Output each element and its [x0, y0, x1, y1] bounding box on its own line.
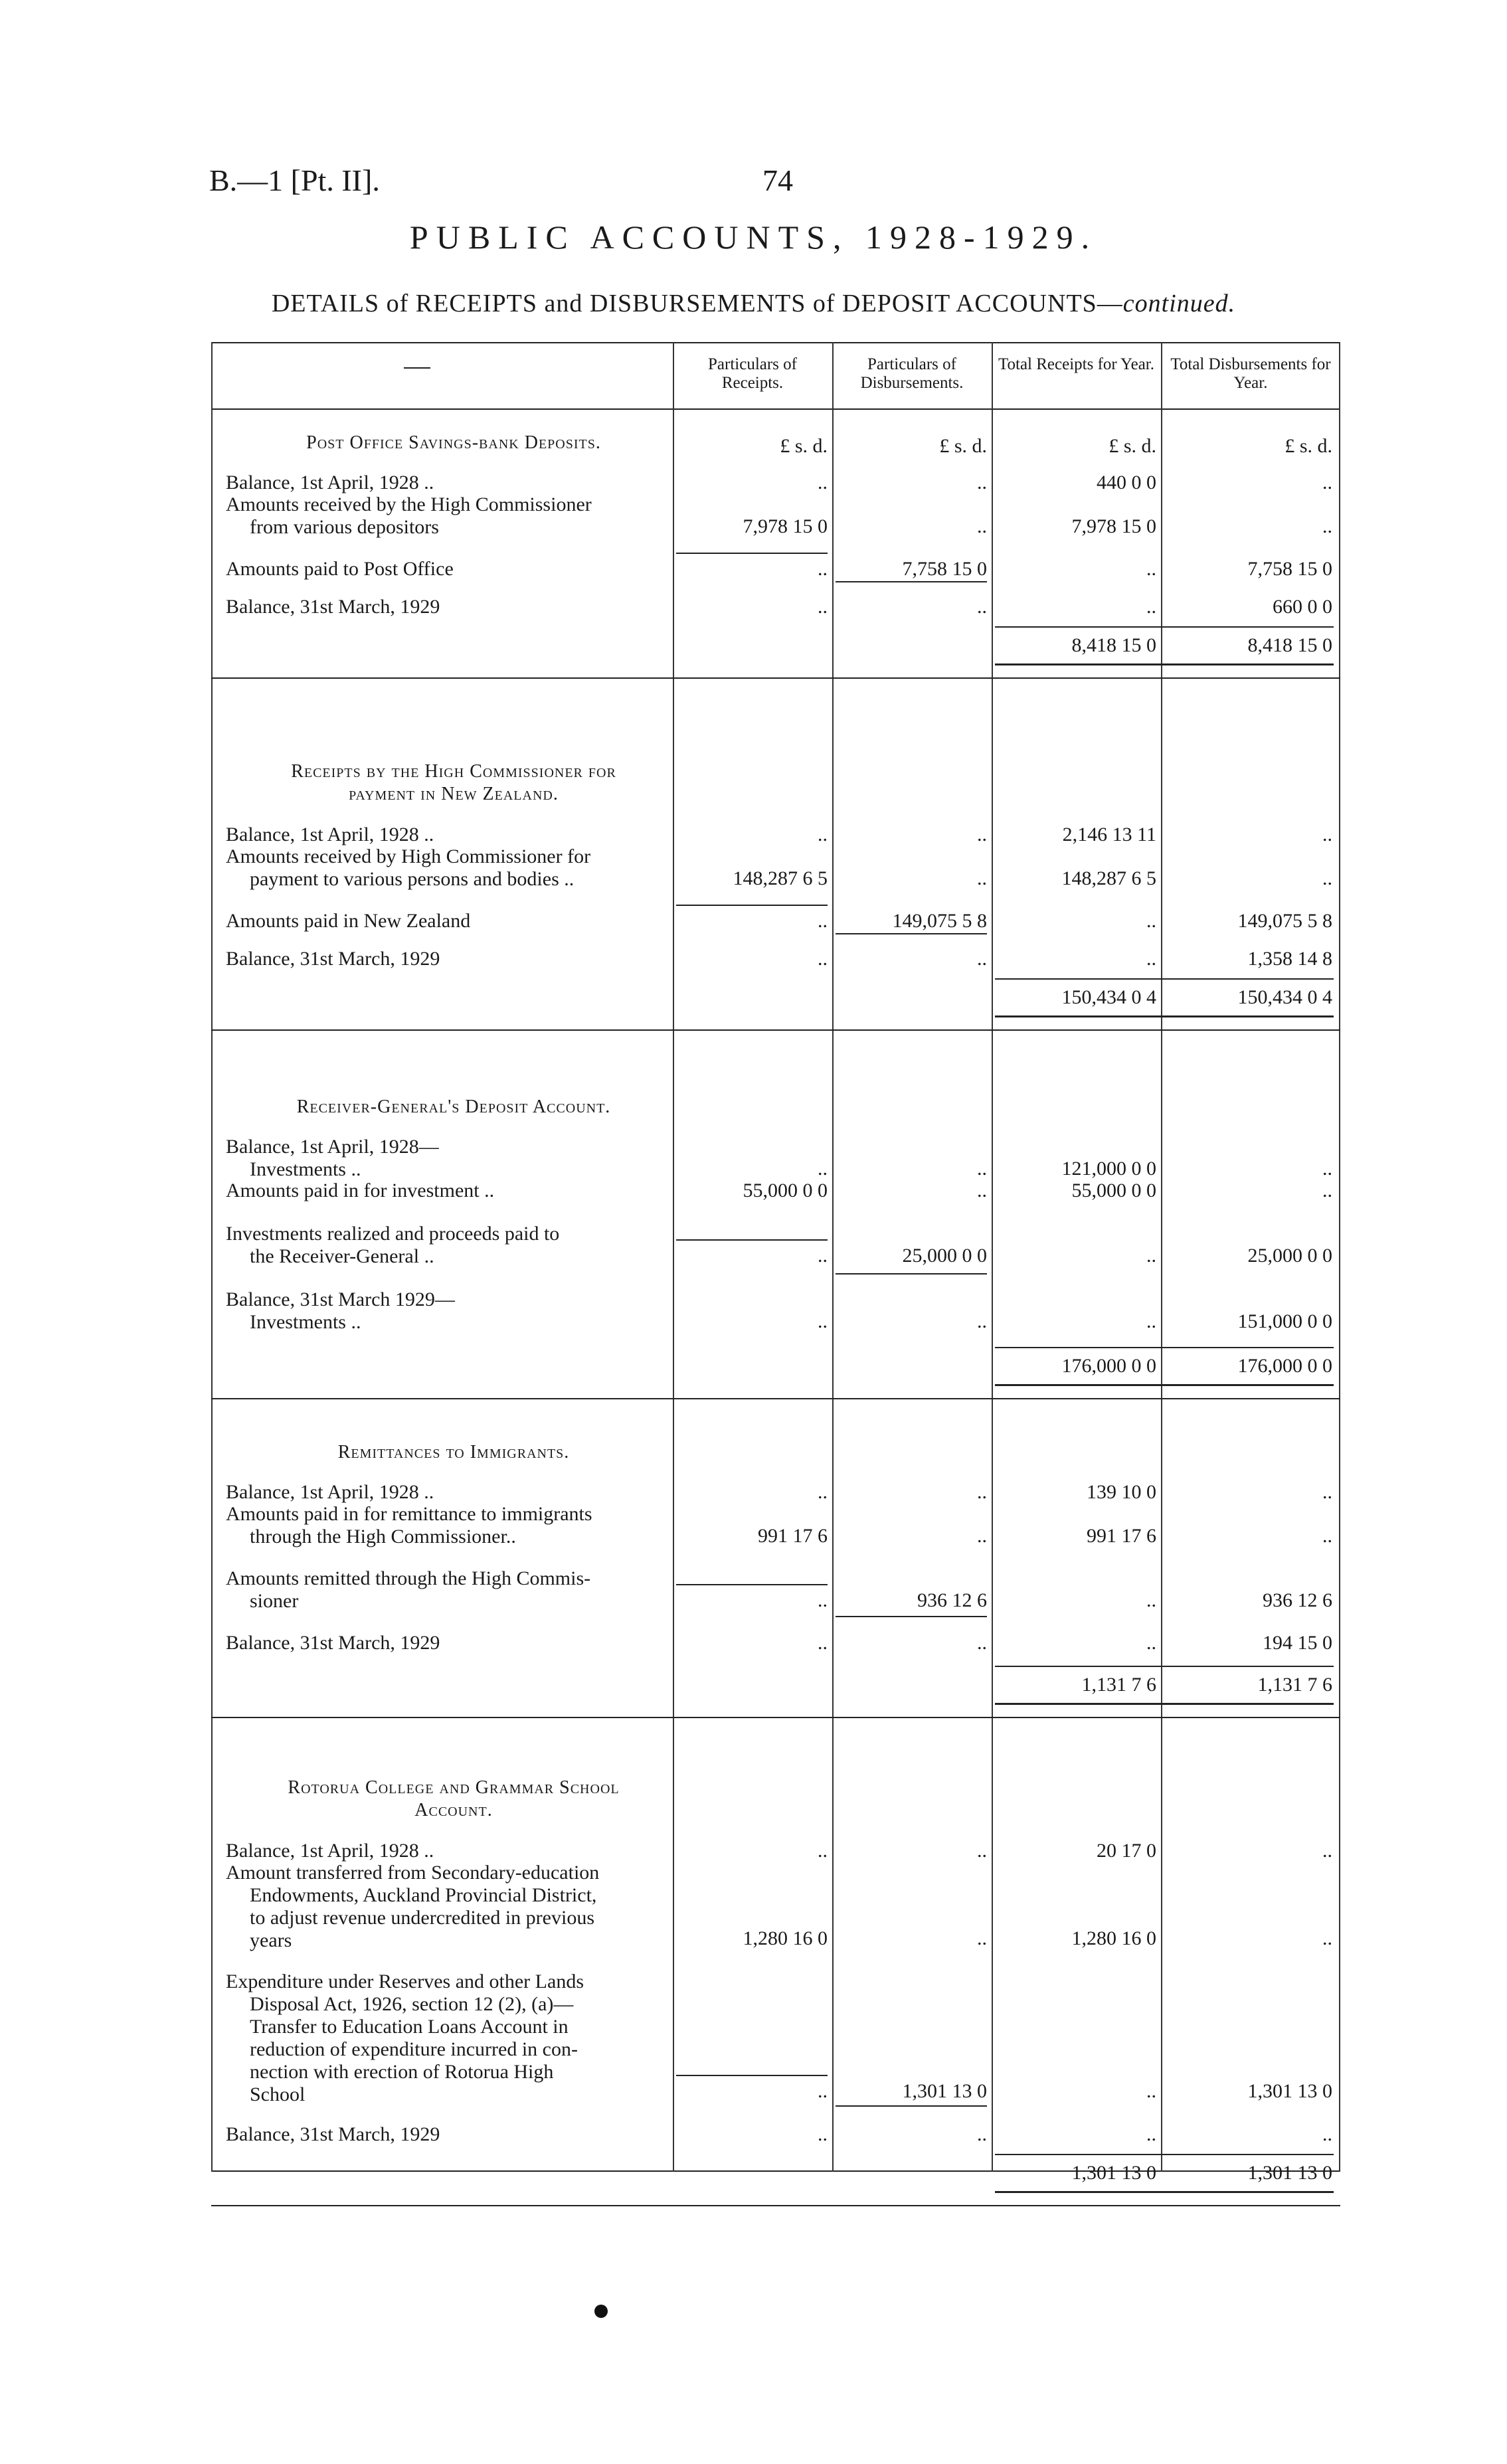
cell-c4: 660 0 0	[1273, 596, 1332, 618]
row-label: Balance, 1st April, 1928 ..	[226, 824, 434, 845]
row-label: Investments realized and proceeds paid to	[226, 1223, 560, 1245]
cell-c1: ..	[818, 1840, 828, 1862]
col-total-receipts: Total Receipts for Year.	[998, 355, 1154, 373]
cell-c3: 55,000 0 0	[1071, 1180, 1156, 1201]
subtitle-continued: continued.	[1122, 290, 1236, 317]
cell-c2: 25,000 0 0	[902, 1245, 987, 1267]
cell-c4: ..	[1322, 1525, 1332, 1547]
subtotal-rule	[836, 1616, 987, 1617]
subtotal-rule	[676, 553, 828, 554]
total-double-rule	[995, 1384, 1334, 1386]
cell-c2: ..	[977, 515, 987, 537]
row-label: School	[250, 2083, 306, 2105]
section-title: Post Office Savings-bank Deposits.	[306, 432, 601, 453]
subtotal-rule	[676, 2075, 828, 2076]
row-label: reduction of expenditure incurred in con-	[250, 2038, 578, 2060]
row-label: Endowments, Auckland Provincial District,	[250, 1884, 597, 1906]
cell-c1: ..	[818, 824, 828, 845]
cell-c3: 2,146 13 11	[1062, 824, 1156, 845]
total-disbursements-value: 176,000 0 0	[1237, 1355, 1332, 1377]
total-receipts-value: 8,418 15 0	[1071, 634, 1156, 656]
cell-c4: ..	[1322, 824, 1332, 845]
subtotal-rule	[836, 933, 987, 934]
cell-c4: 1,358 14 8	[1247, 948, 1332, 970]
cell-c2: ..	[977, 1840, 987, 1862]
cell-c2: 936 12 6	[917, 1589, 987, 1611]
cell-c3: ..	[1146, 948, 1156, 970]
cell-c1: ..	[818, 1481, 828, 1503]
total-disbursements-value: 1,301 13 0	[1247, 2162, 1332, 2184]
row-label: Amounts received by the High Commissioner	[226, 493, 592, 515]
row-label: Amounts paid to Post Office	[226, 558, 454, 580]
total-receipts-value: 150,434 0 4	[1061, 986, 1156, 1008]
cell-c1: ..	[818, 558, 828, 580]
table-border-left	[211, 342, 213, 2172]
cell-c3: ..	[1146, 596, 1156, 618]
cell-c3: ..	[1146, 1632, 1156, 1654]
row-label: Balance, 1st April, 1928 ..	[226, 472, 434, 493]
subtotal-rule	[676, 905, 828, 906]
row-label: from various depositors	[250, 516, 439, 538]
row-label: Balance, 31st March, 1929	[226, 2123, 440, 2145]
cell-c2: 149,075 5 8	[892, 910, 987, 932]
row-label: Investments ..	[250, 1311, 361, 1333]
subtotal-rule	[836, 2105, 987, 2107]
currency-header-c3: £ s. d.	[1108, 435, 1156, 457]
cell-c3: 139 10 0	[1087, 1481, 1156, 1503]
cell-c2: 1,301 13 0	[902, 2080, 987, 2102]
section-separator	[211, 1398, 1340, 1399]
cell-c3: 121,000 0 0	[1061, 1158, 1156, 1180]
cell-c3: ..	[1146, 1245, 1156, 1267]
cell-c2: ..	[977, 1310, 987, 1332]
cell-c4: ..	[1322, 515, 1332, 537]
column-dash	[404, 367, 430, 369]
cell-c2: ..	[977, 1927, 987, 1949]
page-title: PUBLIC ACCOUNTS, 1928-1929.	[409, 219, 1098, 256]
cell-c2: ..	[977, 1158, 987, 1180]
cell-c1: ..	[818, 1245, 828, 1267]
cell-c4: ..	[1322, 1840, 1332, 1862]
row-label: Amounts paid in New Zealand	[226, 910, 471, 932]
row-label: Balance, 31st March, 1929	[226, 1632, 440, 1654]
cell-c3: 7,978 15 0	[1071, 515, 1156, 537]
row-label: Expenditure under Reserves and other Lands	[226, 1971, 584, 1992]
cell-c4: ..	[1322, 867, 1332, 889]
col-particulars-receipts: Particulars of Receipts.	[708, 355, 797, 392]
col-divider-2	[832, 342, 834, 2172]
cell-c1: ..	[818, 910, 828, 932]
col-particulars-disbursements: Particulars of Disbursements.	[860, 355, 964, 392]
col-total-disbursements: Total Disbursements for Year.	[1170, 355, 1331, 392]
cell-c1: 1,280 16 0	[743, 1927, 828, 1949]
cell-c1: ..	[818, 1310, 828, 1332]
document-reference: B.—1 [Pt. II].	[209, 163, 380, 197]
cell-c4: 25,000 0 0	[1247, 1245, 1332, 1267]
cell-c3: ..	[1146, 910, 1156, 932]
table-header-rule	[211, 408, 1340, 410]
total-double-rule	[995, 2191, 1334, 2193]
row-label: Balance, 31st March, 1929	[226, 596, 440, 618]
cell-c1: ..	[818, 1158, 828, 1180]
cell-c4: 194 15 0	[1263, 1632, 1332, 1654]
cell-c3: 20 17 0	[1097, 1840, 1156, 1862]
row-label: Disposal Act, 1926, section 12 (2), (a)—	[250, 1993, 574, 2015]
row-label: years	[250, 1929, 292, 1951]
row-label: Amounts paid in for remittance to immigrants	[226, 1503, 592, 1525]
row-label: to adjust revenue undercredited in previous	[250, 1907, 594, 1929]
row-label: Balance, 1st April, 1928 ..	[226, 1840, 434, 1862]
cell-c4: 149,075 5 8	[1237, 910, 1332, 932]
total-rule	[995, 978, 1334, 980]
cell-c4: ..	[1322, 1158, 1332, 1180]
subtotal-rule	[676, 1584, 828, 1585]
row-label: the Receiver-General ..	[250, 1245, 434, 1267]
cell-c1: 55,000 0 0	[743, 1180, 828, 1201]
cell-c2: ..	[977, 1180, 987, 1201]
row-label: Balance, 31st March, 1929	[226, 948, 440, 970]
total-disbursements-value: 1,131 7 6	[1257, 1674, 1332, 1696]
cell-c2: ..	[977, 2123, 987, 2145]
cell-c1: 148,287 6 5	[733, 867, 828, 889]
row-label: Balance, 1st April, 1928—	[226, 1136, 439, 1158]
section-title-line-2: Account.	[414, 1800, 493, 1820]
total-receipts-value: 176,000 0 0	[1061, 1355, 1156, 1377]
section-title-line-2: payment in New Zealand.	[349, 784, 559, 804]
cell-c2: ..	[977, 472, 987, 493]
cell-c1: ..	[818, 2080, 828, 2102]
cell-c2: ..	[977, 824, 987, 845]
cell-c3: ..	[1146, 558, 1156, 580]
col-divider-3	[992, 342, 993, 2172]
subtotal-rule	[836, 1273, 987, 1275]
section-separator	[211, 1029, 1340, 1031]
deposit-accounts-table	[211, 342, 1340, 2184]
cell-c1: ..	[818, 1589, 828, 1611]
cell-c1: ..	[818, 472, 828, 493]
cell-c1: ..	[818, 2123, 828, 2145]
row-label: Amounts paid in for investment ..	[226, 1180, 495, 1201]
total-receipts-value: 1,131 7 6	[1081, 1674, 1156, 1696]
cell-c1: ..	[818, 948, 828, 970]
total-disbursements-value: 150,434 0 4	[1237, 986, 1332, 1008]
cell-c2: ..	[977, 1632, 987, 1654]
cell-c2: 7,758 15 0	[902, 558, 987, 580]
cell-c1: 991 17 6	[758, 1525, 828, 1547]
cell-c1: ..	[818, 1632, 828, 1654]
cell-c4: ..	[1322, 1481, 1332, 1503]
cell-c2: ..	[977, 867, 987, 889]
cell-c4: ..	[1322, 1927, 1332, 1949]
page-subtitle	[0, 289, 1507, 318]
cell-c2: ..	[977, 596, 987, 618]
total-double-rule	[995, 663, 1334, 665]
section-title: Receipts by the High Commissioner for	[291, 761, 616, 782]
col-divider-4	[1161, 342, 1162, 2172]
page-bullet-mark	[594, 2305, 608, 2318]
row-label: nection with erection of Rotorua High	[250, 2061, 554, 2083]
total-double-rule	[995, 1015, 1334, 1017]
row-label: through the High Commissioner..	[250, 1526, 516, 1547]
cell-c4: 936 12 6	[1263, 1589, 1332, 1611]
cell-c4: 7,758 15 0	[1247, 558, 1332, 580]
section-title: Rotorua College and Grammar School	[288, 1777, 620, 1798]
cell-c1: ..	[818, 596, 828, 618]
section-title: Receiver-General's Deposit Account.	[296, 1097, 611, 1117]
subtitle-main: DETAILS of RECEIPTS and DISBURSEMENTS of DEPOSIT ACCOUNTS—	[271, 290, 1123, 317]
row-label: Balance, 1st April, 1928 ..	[226, 1481, 434, 1503]
cell-c3: 991 17 6	[1087, 1525, 1156, 1547]
total-double-rule	[995, 1703, 1334, 1705]
currency-header-c4: £ s. d.	[1285, 435, 1332, 457]
cell-c2: ..	[977, 948, 987, 970]
section-separator	[211, 1717, 1340, 1718]
cell-c4: ..	[1322, 472, 1332, 493]
cell-c4: 1,301 13 0	[1247, 2080, 1332, 2102]
cell-c3: 148,287 6 5	[1061, 867, 1156, 889]
row-label: sioner	[250, 1590, 299, 1612]
total-receipts-value: 1,301 13 0	[1071, 2162, 1156, 2184]
row-label: Amounts received by High Commissioner for	[226, 845, 591, 867]
cell-c1: 7,978 15 0	[743, 515, 828, 537]
currency-header-c1: £ s. d.	[780, 435, 828, 457]
table-top-rule	[211, 342, 1340, 343]
cell-c3: ..	[1146, 2080, 1156, 2102]
cell-c4: ..	[1322, 2123, 1332, 2145]
cell-c2: ..	[977, 1481, 987, 1503]
cell-c4: ..	[1322, 1180, 1332, 1201]
total-rule	[995, 2154, 1334, 2155]
cell-c3: ..	[1146, 2123, 1156, 2145]
cell-c4: 151,000 0 0	[1237, 1310, 1332, 1332]
row-label: payment to various persons and bodies ..	[250, 868, 575, 890]
subtotal-rule	[676, 1239, 828, 1241]
row-label: Investments ..	[250, 1158, 361, 1180]
cell-c2: ..	[977, 1525, 987, 1547]
row-label: Transfer to Education Loans Account in	[250, 2016, 569, 2038]
row-label: Amounts remitted through the High Commis-	[226, 1567, 591, 1589]
page-number: 74	[762, 163, 793, 197]
section-separator	[211, 677, 1340, 679]
total-rule	[995, 1347, 1334, 1348]
total-rule	[995, 1666, 1334, 1667]
cell-c3: ..	[1146, 1310, 1156, 1332]
cell-c3: ..	[1146, 1589, 1156, 1611]
total-disbursements-value: 8,418 15 0	[1247, 634, 1332, 656]
cell-c3: 440 0 0	[1097, 472, 1156, 493]
currency-header-c2: £ s. d.	[939, 435, 987, 457]
table-border-right	[1339, 342, 1340, 2172]
total-rule	[995, 626, 1334, 628]
subtotal-rule	[836, 581, 987, 582]
cell-c3: 1,280 16 0	[1071, 1927, 1156, 1949]
section-separator	[211, 2205, 1340, 2206]
row-label: Balance, 31st March 1929—	[226, 1288, 455, 1310]
section-title: Remittances to Immigrants.	[337, 1442, 570, 1462]
row-label: Amount transferred from Secondary-education	[226, 1862, 600, 1884]
